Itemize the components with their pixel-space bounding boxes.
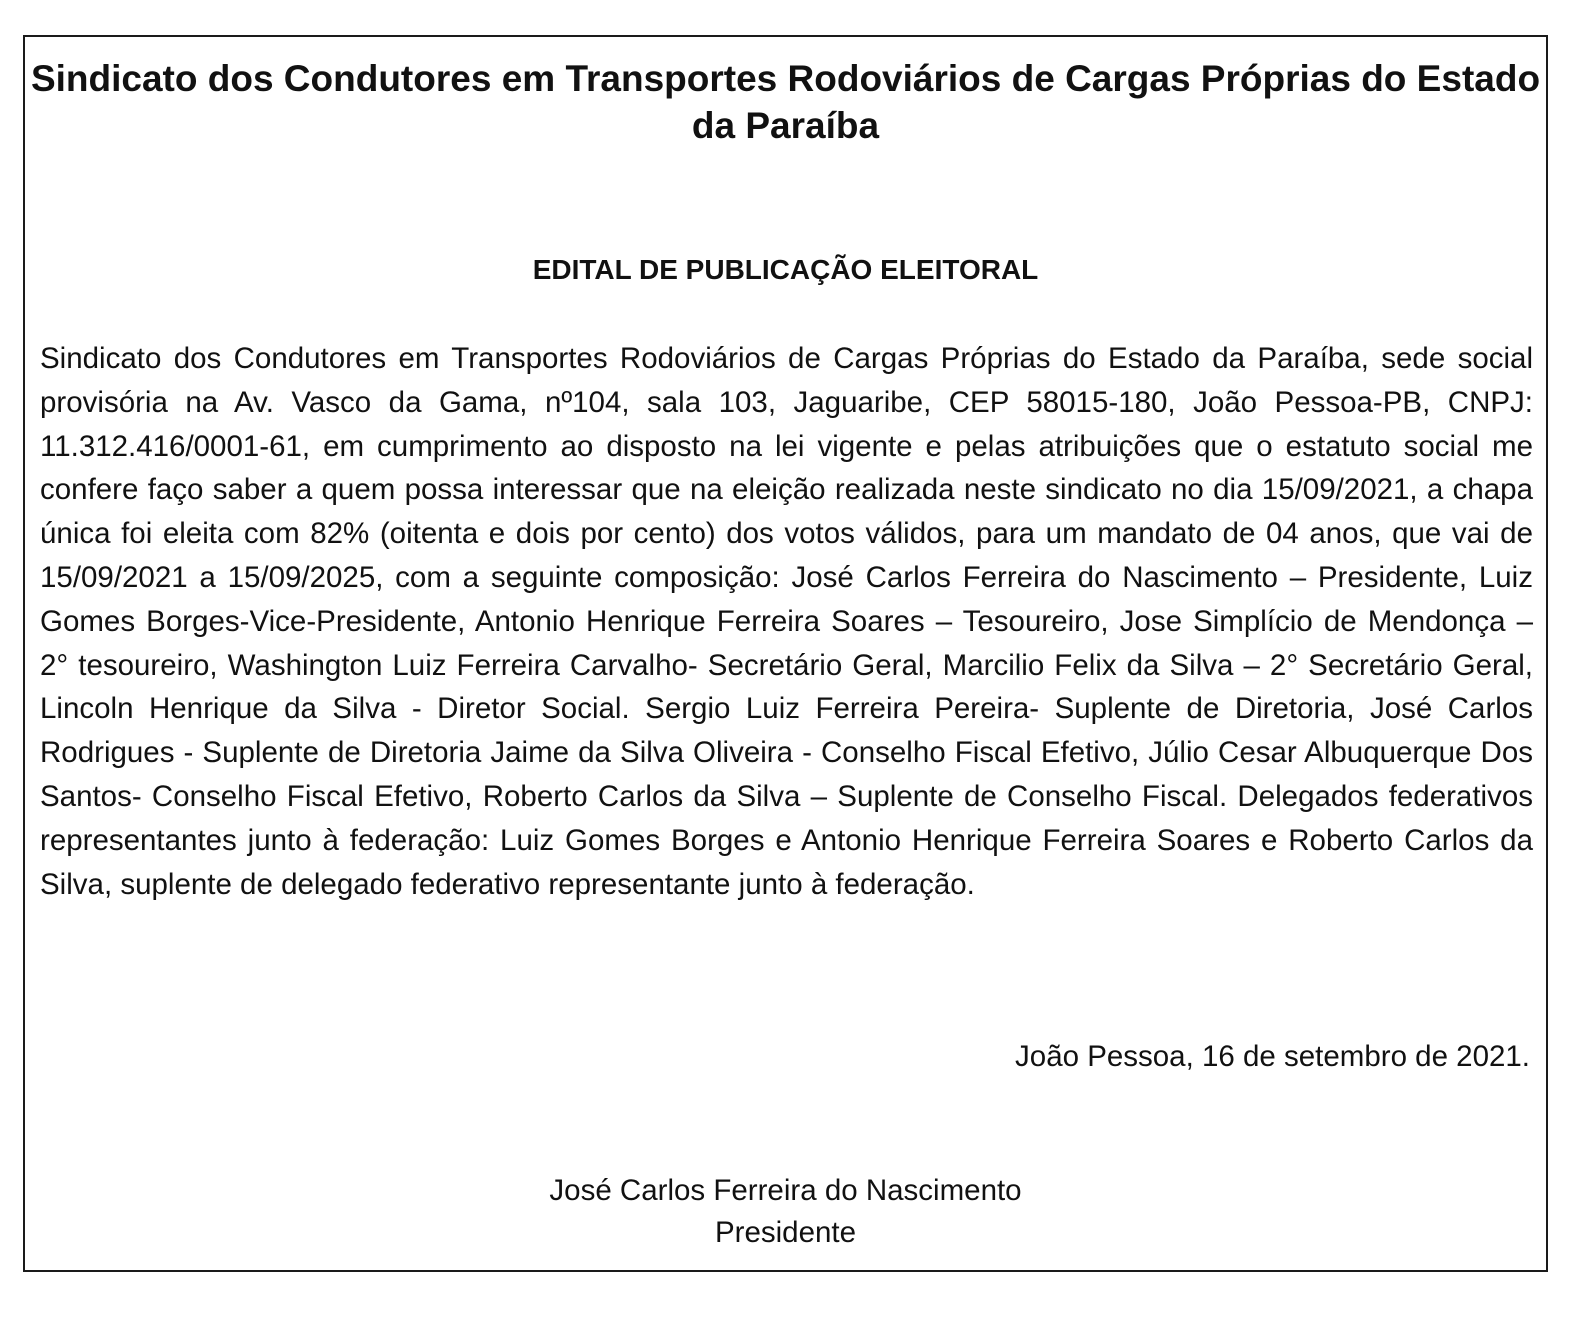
- page-title: Sindicato dos Condutores em Transportes Rodoviários de Cargas Próprias do Estado da Paraíba: [30, 58, 1541, 146]
- signature-block: [25, 1170, 1546, 1254]
- signatory-name: José Carlos Ferreira do Nascimento: [549, 1174, 1022, 1207]
- notice-frame: [23, 35, 1548, 1272]
- notice-body: Sindicato dos Condutores em Transportes Rodoviários de Cargas Próprias do Estado da Paraíba, sede social provisória na Av. Vasco da Gama, nº104, sala 103, Jaguaribe, CEP 58015-180, João Pessoa-PB, CNPJ: 11.312.416/0001-61, em cumprimento ao disposto na lei vigente e pelas atribuições que o estatuto social me confere faço saber a quem possa interessar que na eleição realizada neste sindicato no dia 15/09/2021, a chapa única foi eleita com 82% (oitenta e dois por cento) dos votos válidos, para um mandato de 04 anos, que vai de 15/09/2021 a 15/09/2025, com a seguinte composição: José Carlos Ferreira do Nascimento – Presidente, Luiz Gomes Borges-Vice-Presidente, Antonio Henrique Ferreira Soares – Tesoureiro, Jose Simplício de Mendonça – 2° tesoureiro, Washington Luiz Ferreira Carvalho- Secretário Geral, Marcilio Felix da Silva – 2° Secretário Geral, Lincoln Henrique da Silva - Diretor Social. Sergio Luiz Ferreira Pereira- Suplente de Diretoria, José Carlos Rodrigues - Suplente de Diretoria Jaime da Silva Oliveira - Conselho Fiscal Efetivo, Júlio Cesar Albuquerque Dos Santos- Conselho Fiscal Efetivo, Roberto Carlos da Silva – Suplente de Conselho Fiscal. Delegados federativos representantes junto à federação: Luiz Gomes Borges e Antonio Henrique Ferreira Soares e Roberto Carlos da Silva, suplente de delegado federativo representante junto à federação.: [40, 342, 1533, 901]
- signatory-role: Presidente: [714, 1216, 857, 1249]
- place-date: João Pessoa, 16 de setembro de 2021.: [1015, 1040, 1530, 1073]
- notice-heading: EDITAL DE PUBLICAÇÃO ELEITORAL: [532, 254, 1039, 285]
